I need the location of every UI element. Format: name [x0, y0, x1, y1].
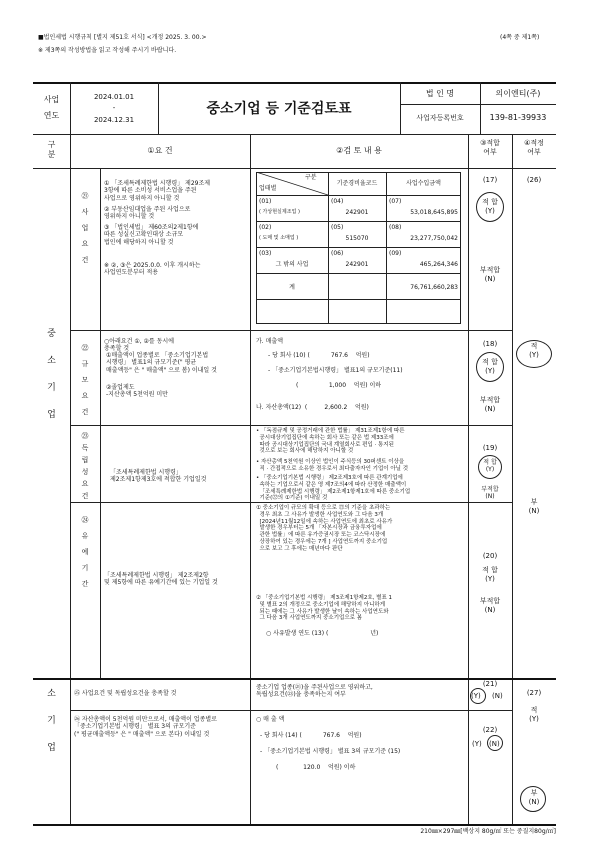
s2-no-opt: (N)	[489, 740, 500, 748]
r1-fit-no-label: 부적합 (N)	[479, 266, 501, 283]
r1-label: ㉑ 사 업 요 건	[81, 192, 89, 264]
year-label: 사업 연도	[43, 95, 60, 120]
form-reference: ■법인세법 시행규칙 [별지 제51호 서식] <개정 2025. 3. 00.>	[38, 34, 207, 41]
r2-fit-yes: 적 합 (Y)	[482, 358, 498, 375]
r3-bullet1: • 「독점규제 및 공정거래에 관한 법률」 제31조제1항에 따른 공시대상기업집단에 속하는 회사 또는 같은 법 제33조에 따라 공시대상기업집단의 국내 계열회사로 편입 · 통지된 것으로 보는 회사에 해당하지 아니할 것	[256, 428, 405, 455]
date-dash: -	[112, 104, 116, 112]
r1-col4-no: (26)	[526, 176, 542, 184]
s1-yes: (Y)	[471, 692, 481, 700]
r3-col4-no: 부 (N)	[528, 498, 540, 515]
instruction-note: ※ 제3쪽의 작성방법을 읽고 작성해 주시기 바랍니다.	[38, 47, 177, 54]
r4-label: ㉔ 유 예 기 간	[81, 516, 89, 588]
r2-rev1: 가. 매출액	[256, 338, 283, 345]
s2-yes: (Y)	[472, 740, 482, 748]
r2-rev4: ( 1,000 억원) 이하	[296, 382, 382, 389]
s1-col4-no: (27)	[526, 689, 542, 697]
r1-total-label: 계	[289, 284, 295, 291]
r3-bullet3: • 「중소기업기본법 시행령」 제2조제3호에 따른 관계기업에 속하는 기업으로서 같은 영 제7조의4에 따라 산정한 매출액이 「조세특례제한법 시행령」 제2조제1항제1호에 따른 중소기업 기준(㉒의 ①기준) 이내일 것	[256, 475, 411, 502]
r2-fit-no: (18)	[482, 340, 498, 348]
r1-head-amt: 사업수입금액	[406, 180, 441, 187]
section-sme: 중 소 기 업	[47, 329, 56, 420]
s2-req: ㉖ 자산총액이 5천억원 미만으로서, 매출액이 업종별로 「중소기업기본법 시행령」 별표 3의 규모기준 (" 평균매출액등" 은 " 매출액" 으로 본다) 이내일 것	[74, 716, 217, 738]
r4-fit-no-label: 부적합 (N)	[479, 597, 501, 614]
col-review: ②검 토 내 용	[336, 146, 382, 155]
s1-no: (21)	[482, 680, 498, 688]
r2-fit-no-label: 부적합 (N)	[479, 396, 501, 413]
s2-no: (22)	[482, 726, 498, 734]
r4-desc1: ① 중소기업이 규모의 확대 등으로 ㉒의 기준을 초과하는 경우 최초 그 사유가 발생한 사업연도와 그 다음 3개 [2024년11월12일에 속하는 사업연도에 최초로 사유가 발생한 경우부터는 5개 「자본시장과 금융투자업에 관한 법률」에 따른 유가증권시장 또는 코스닥시장에 상장하여 있는 경우에는 7개 ] 사업연도까지 중소기업 으로 보고 그 후에는 매년마다 판단	[256, 505, 393, 552]
r2-req-b: ①매출액이 업종별로 「중소기업기본법 시행령」 별표1의 규모기준(" 평균 매출액등" 은 " 매출액" 으로 봄) 이내일 것	[106, 352, 217, 374]
r2-rev2: - 당 회사 (10) ( 767.6 억원)	[268, 352, 370, 359]
r2-rev5: 나. 자산총액(12) ( 2,600.2 억원)	[256, 404, 369, 411]
s2-rev4: ( 120.0 억원) 이하	[276, 764, 356, 771]
r1-head-gubun: 구분	[305, 174, 317, 181]
s1-req: ㉕ 사업요건 및 독립성요건을 충족할 것	[74, 690, 177, 697]
bizno-label: 사업자등록번호	[416, 114, 464, 122]
corp-name-value: 의이엔티(주)	[495, 89, 541, 98]
r1-req2: ② 부동산임대업을 주된 사업으로 영위하지 아니할 것	[104, 206, 191, 221]
r3-req: 「조세특례제한법 시행령」 제2조제1항제3호에 적합한 기업일것	[110, 469, 207, 484]
date-to: 2024.12.31	[93, 116, 135, 124]
r1-head-biz: 업태별	[259, 185, 277, 192]
r4-desc2: ② 「중소기업기본법 시행령」 제3조제1항제2호, 별표 1 및 별표 2의 개정으로 중소기업에 해당하지 아니하게 되는 때에는 그 사유가 발생한 날이 속하는 사업연도와 그 다음 3개 사업연도까지 중소기업으로 봄	[256, 595, 393, 622]
r4-desc3: ○ 사유발생 연도 (13) ( 년)	[266, 630, 379, 637]
r2-req-a: ○아래요건 ①, ②를 동시에 충족할 것	[104, 338, 174, 353]
bizno-value: 139-81-39933	[489, 113, 547, 122]
r3-fit-no-label: 부적합 (N)	[481, 486, 499, 500]
r1-req1: ① 「조세특례제한법 시행령」 제29조제 3항에 따른 소비성 서비스업을 주된 사업으로 영위하지 아니할 것	[104, 180, 211, 202]
r2-label: ㉒ 규 모 요 건	[81, 344, 89, 416]
col-fit3: ③적합 여부	[480, 139, 500, 156]
col-fit4: ④적정 여부	[524, 139, 544, 156]
date-from: 2024.01.01	[93, 93, 135, 101]
r3-bullet2: • 자산총액 5천억원 이상인 법인이 주식등의 30퍼센트 이상을 직 · 간접적으로 소유한 경우로서 최다출자자인 기업이 아닐 것	[256, 459, 409, 472]
paper-spec: 210㎜×297㎜[백상지 80g/㎡ 또는 중질지80g/㎡]	[420, 828, 556, 835]
s2-rev2: - 당 회사 (14) ( 767.6 억원)	[260, 732, 362, 739]
r1-fit-yes: 적 합 (Y)	[482, 198, 498, 215]
col-gubun: 구 분	[47, 140, 56, 159]
corp-name-label: 법 인 명	[425, 89, 455, 98]
s2-rev3: - 「중소기업기본법 시행령」 별표 3의 규모기준 (15)	[260, 748, 401, 755]
page-title: 중소기업 등 기준검토표	[206, 101, 352, 117]
r4-fit-no: (20)	[482, 552, 498, 560]
r1-total-amt: 76,761,660,283	[410, 284, 458, 291]
r4-req: 「조세특례제한법 시행령」 제2조제2항 및 제5항에 따른 유예기간에 있는 기업일 것	[104, 572, 218, 587]
r2-rev3: - 「중소기업기본법시행령」 별표1의 규모기준(11)	[268, 367, 403, 374]
r1-note: ※ ②, ③은 2025.0.0. 이후 개시하는 사업연도분부터 적용	[104, 262, 201, 277]
r3-fit-no: (19)	[482, 444, 498, 452]
r3-label: ㉓ 독 립 성 요 건	[81, 432, 89, 500]
r1-fit-no: (17)	[482, 176, 498, 184]
r1-head-code: 기준경비율코드	[336, 180, 378, 187]
r4-fit-yes: 적 합 (Y)	[482, 566, 498, 583]
s2-col4-no: 부 (N)	[528, 789, 540, 806]
section-small: 소 기 업	[47, 689, 56, 753]
r1-req3: ③ 「법인세법」 제60조의2제1항에 따른 성실신고확인대상 소규모 법인에 해당하지 아니할 것	[104, 224, 199, 246]
s2-col4-yes: 적 (Y)	[529, 706, 539, 723]
r2-req-c: ②졸업제도 -지산총액 5천억원 미만	[106, 384, 168, 399]
col-requirement: ①요 건	[147, 146, 173, 155]
r2-col4-yes: 적 (Y)	[529, 342, 539, 359]
s2-rev1: ○ 매 출 액	[256, 716, 285, 723]
r3-fit-yes: 적 합 (Y)	[483, 459, 497, 473]
s1-no-opt: (N)	[492, 692, 503, 700]
page-indicator: (4쪽 중 제1쪽)	[500, 34, 540, 41]
s1-review: 중소기업 업종(㉑)을 주된사업으로 영위하고, 독립성요건(㉓)을 충족하는지 여부	[256, 684, 373, 699]
